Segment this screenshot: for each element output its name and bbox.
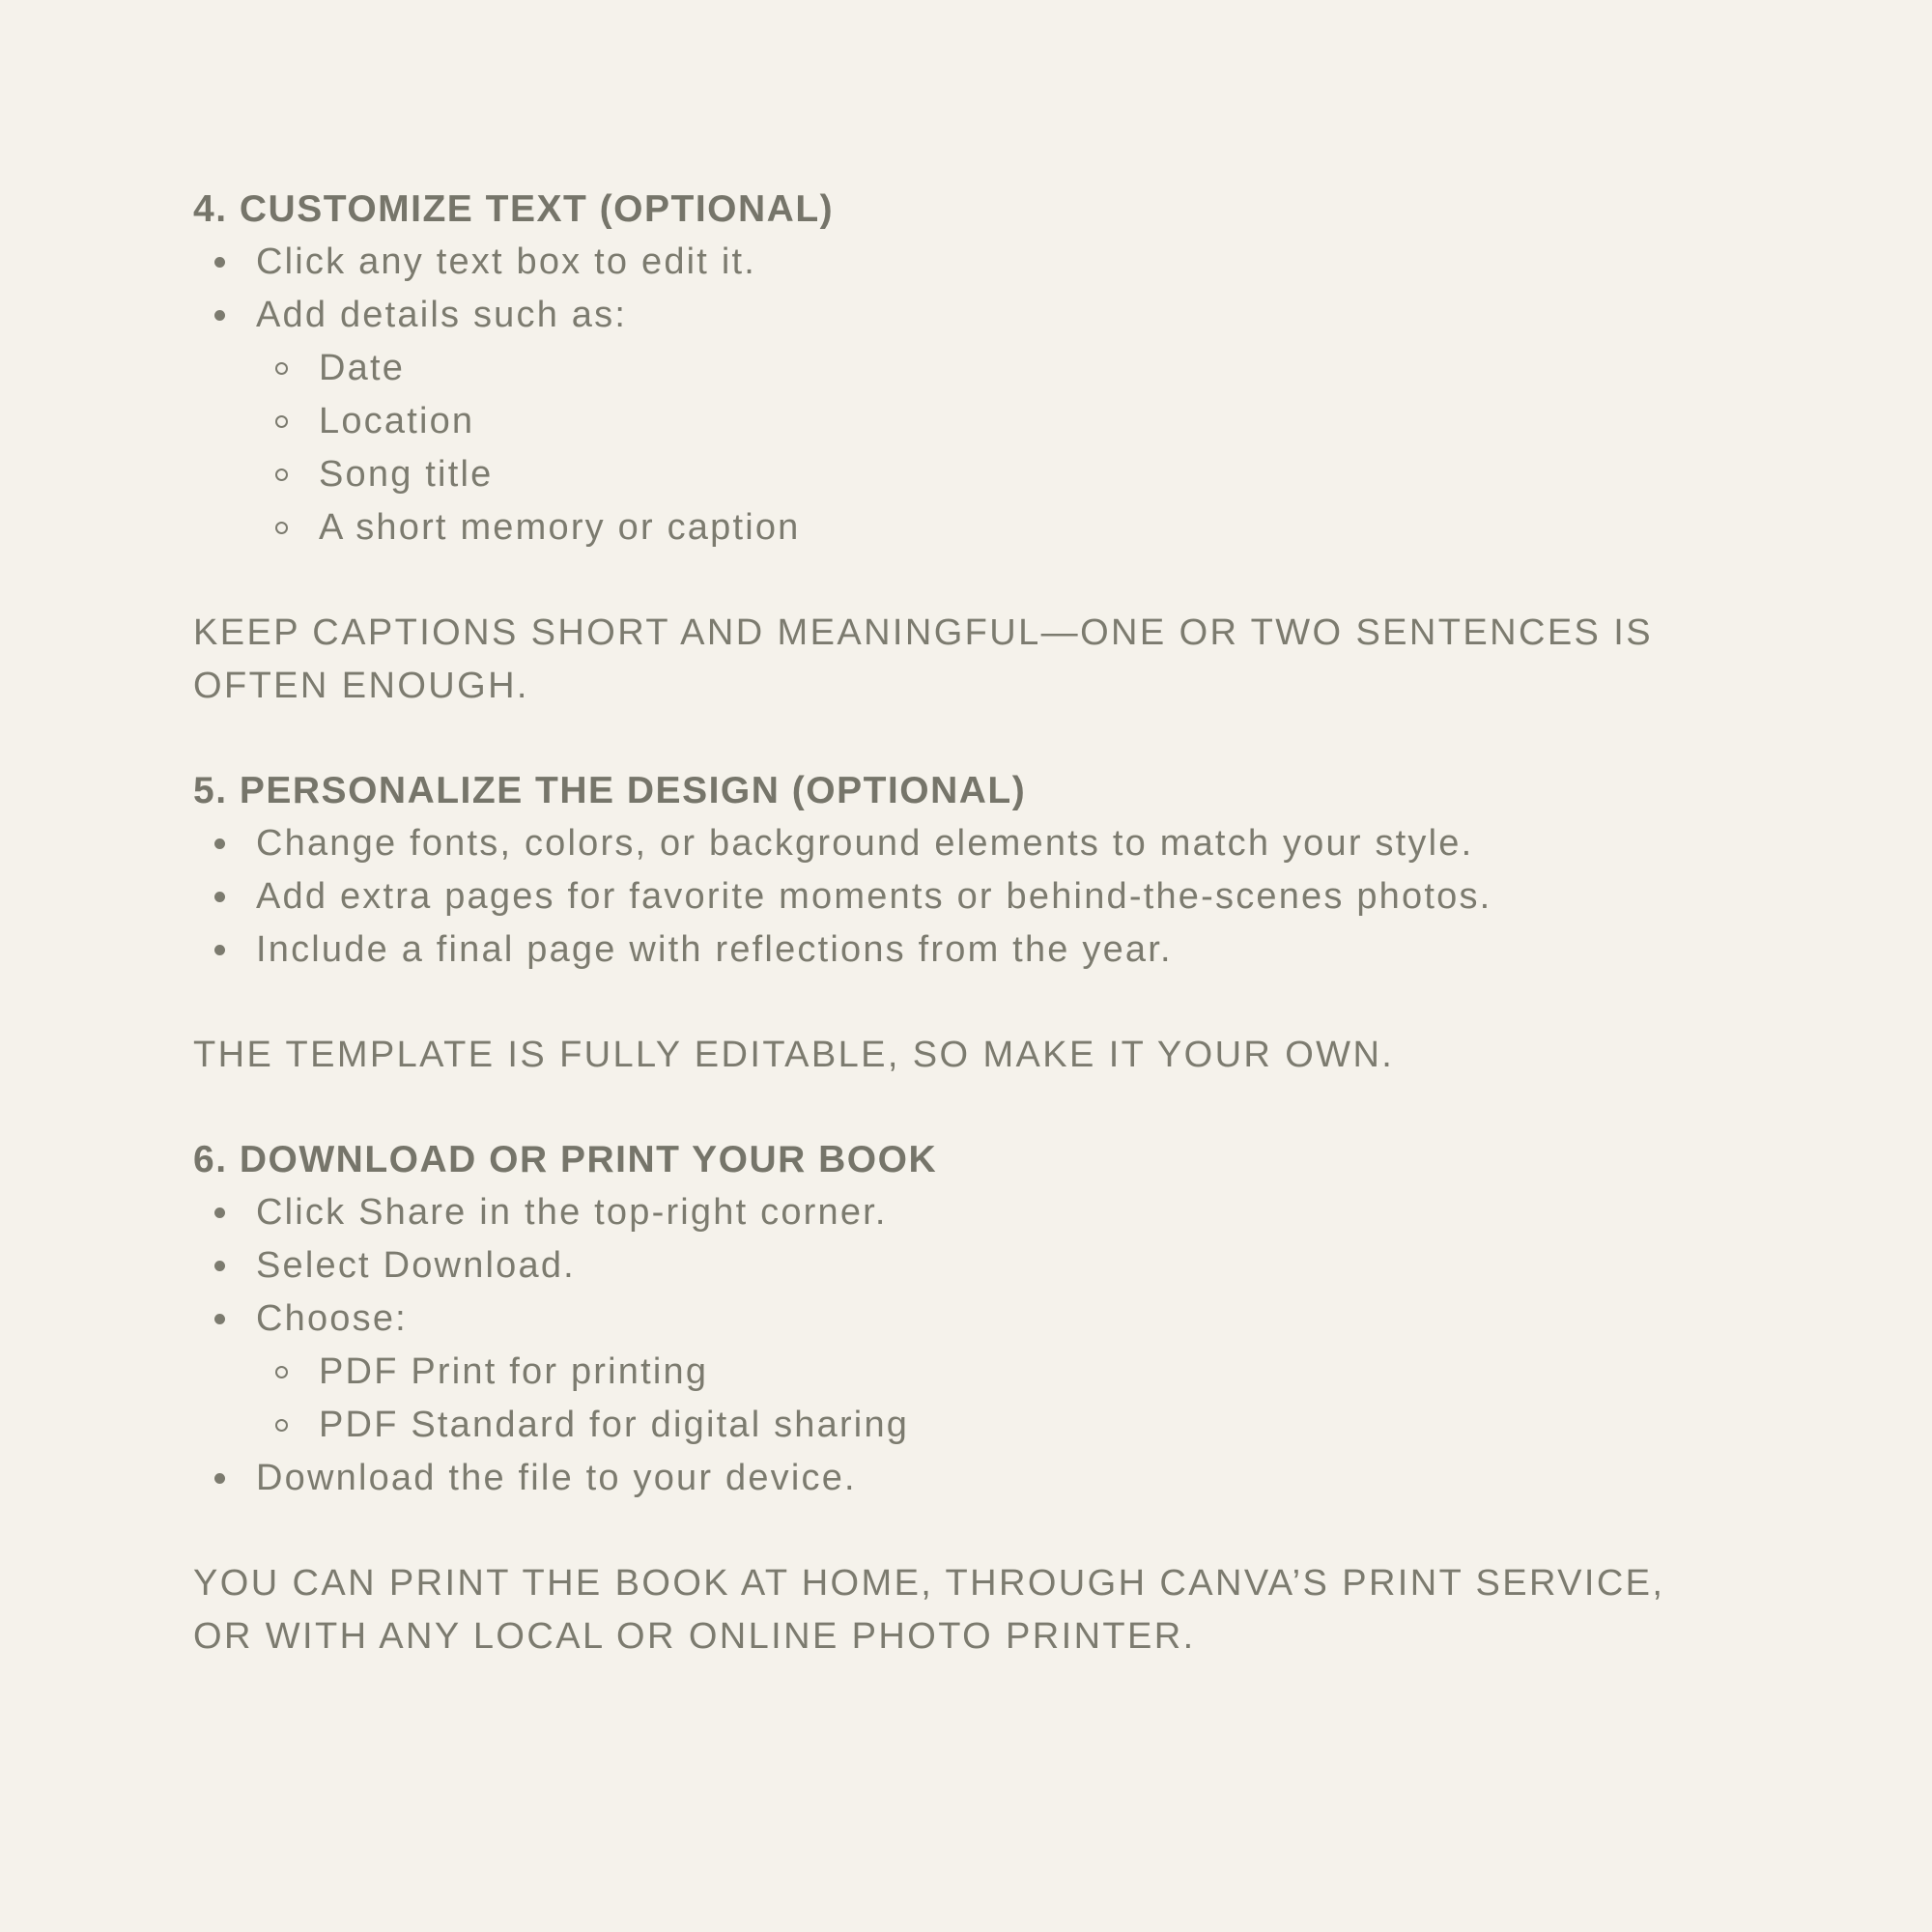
list-item-text: Click any text box to edit it. [256, 242, 756, 282]
bullet-dot-icon [214, 310, 225, 321]
bullet-circle-icon [275, 1366, 288, 1378]
bullet-list [193, 236, 1758, 554]
list-item-text: Include a final page with reflections from the year. [256, 929, 1173, 970]
bullet-dot-icon [214, 1208, 225, 1218]
list-item [193, 1293, 1758, 1452]
bullet-list [193, 1186, 1758, 1505]
list-item-text: Change fonts, colors, or background elements to match your style. [256, 823, 1474, 864]
list-item-text: Click Share in the top-right corner. [256, 1192, 888, 1233]
list-item [193, 870, 1758, 923]
sub-list-item [256, 1399, 1758, 1452]
list-item [193, 817, 1758, 870]
instructions-page [193, 184, 1758, 1663]
list-item-text: Download the file to your device. [256, 1458, 857, 1498]
bullet-circle-icon [275, 1419, 288, 1432]
spacer [193, 713, 1758, 765]
sub-list-item [256, 1346, 1758, 1399]
note-line: KEEP CAPTIONS SHORT AND MEANINGFUL—ONE OR TWO SENTENCES IS [193, 612, 1653, 653]
bullet-dot-icon [214, 1314, 225, 1324]
bullet-circle-icon [275, 362, 288, 375]
list-item-text: Add extra pages for favorite moments or behind-the-scenes photos. [256, 876, 1492, 917]
sub-list-item-text: Date [319, 348, 406, 388]
bullet-dot-icon [214, 945, 225, 955]
section-personalize-design [193, 765, 1758, 1082]
sub-list [256, 1346, 1758, 1452]
section-title: 6. DOWNLOAD OR PRINT YOUR BOOK [193, 1139, 938, 1180]
list-item-text: Add details such as: [256, 295, 628, 335]
sub-list-item [256, 501, 1758, 554]
section-note [193, 1557, 1758, 1663]
section-customize-text [193, 184, 1758, 713]
list-item [193, 1186, 1758, 1239]
sub-list-item [256, 395, 1758, 448]
bullet-circle-icon [275, 522, 288, 534]
bullet-list [193, 817, 1758, 977]
list-item [193, 1239, 1758, 1293]
section-title: 5. PERSONALIZE THE DESIGN (OPTIONAL) [193, 770, 1027, 811]
sub-list-item-text: Location [319, 401, 475, 441]
sub-list-item-text: PDF Print for printing [319, 1351, 709, 1392]
sub-list [256, 342, 1758, 554]
spacer [193, 554, 1758, 607]
sub-list-item-text: PDF Standard for digital sharing [319, 1405, 910, 1445]
section-title: 4. CUSTOMIZE TEXT (OPTIONAL) [193, 188, 835, 230]
bullet-circle-icon [275, 469, 288, 481]
sub-list-item [256, 448, 1758, 501]
sub-list-item-text: Song title [319, 454, 494, 495]
bullet-dot-icon [214, 1261, 225, 1271]
section-download-print [193, 1134, 1758, 1663]
list-item [193, 289, 1758, 554]
sub-list-item-text: A short memory or caption [319, 507, 801, 548]
bullet-dot-icon [214, 1473, 225, 1484]
list-item [193, 923, 1758, 977]
section-note: THE TEMPLATE IS FULLY EDITABLE, SO MAKE IT YOUR OWN. [193, 1035, 1395, 1075]
bullet-dot-icon [214, 892, 225, 902]
note-line: YOU CAN PRINT THE BOOK AT HOME, THROUGH CANVA’S PRINT SERVICE, [193, 1563, 1665, 1604]
bullet-dot-icon [214, 257, 225, 268]
sub-list-item [256, 342, 1758, 395]
spacer [193, 1082, 1758, 1134]
section-note [193, 607, 1758, 713]
list-item-text: Select Download. [256, 1245, 576, 1286]
bullet-dot-icon [214, 838, 225, 849]
list-item [193, 1452, 1758, 1505]
spacer [193, 1505, 1758, 1557]
note-line: OFTEN ENOUGH. [193, 666, 529, 706]
list-item-text: Choose: [256, 1298, 408, 1339]
spacer [193, 977, 1758, 1029]
bullet-circle-icon [275, 415, 288, 428]
note-line: OR WITH ANY LOCAL OR ONLINE PHOTO PRINTER. [193, 1616, 1196, 1657]
list-item [193, 236, 1758, 289]
